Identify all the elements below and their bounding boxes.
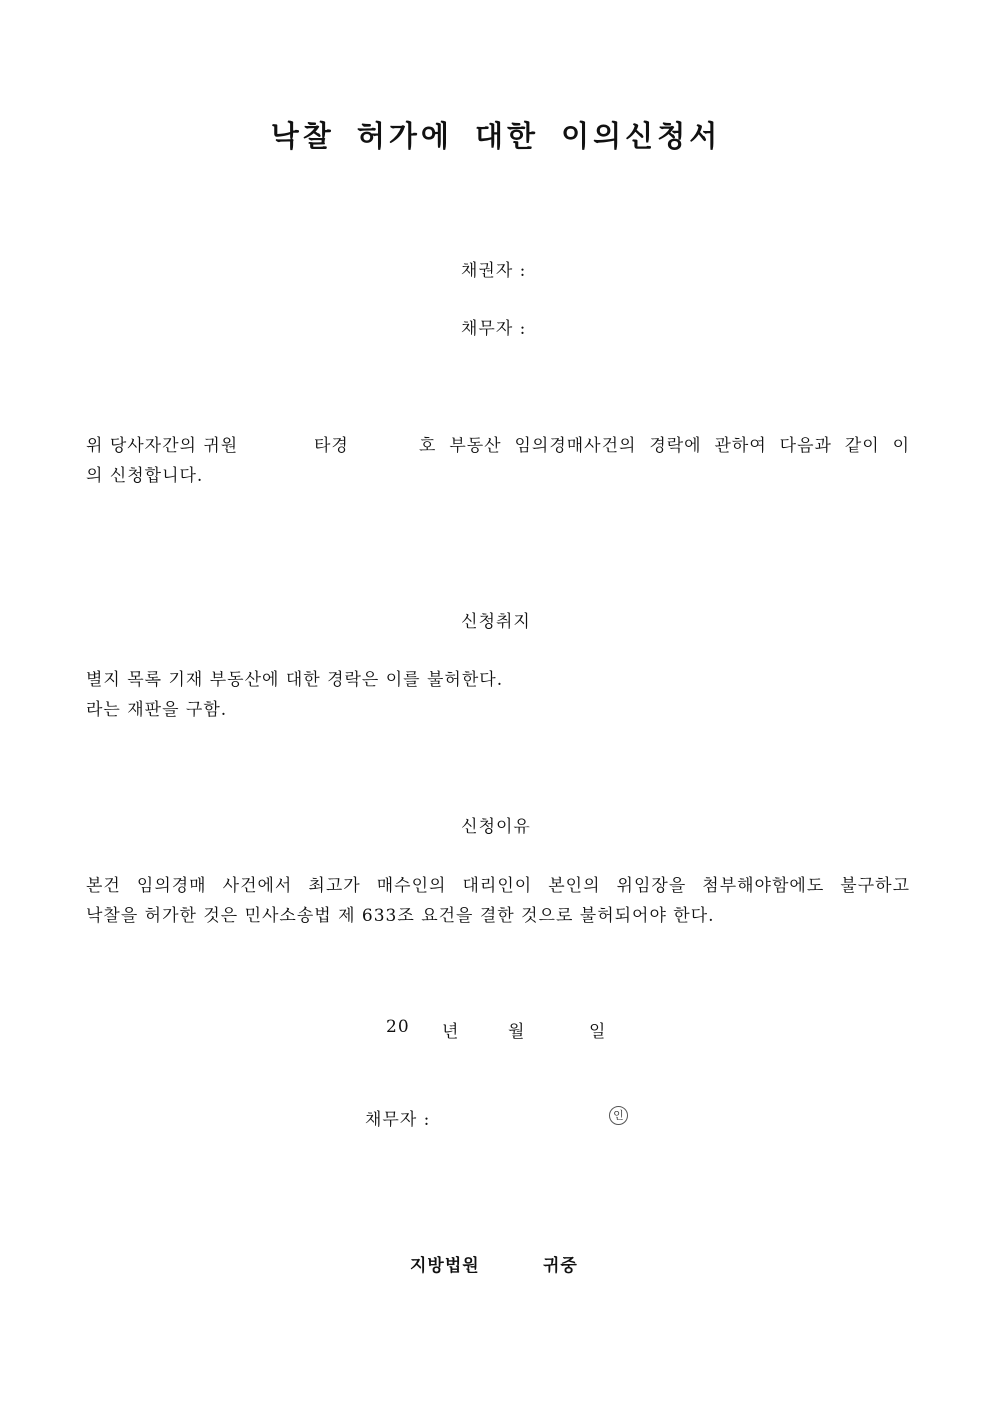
date-year-prefix: 20 xyxy=(386,1017,410,1037)
intro-part3: 호 부동산 임의경매사건의 경락에 관하여 다음과 같이 이 xyxy=(419,436,910,456)
purpose-heading: 신청취지 xyxy=(461,612,531,632)
purpose-line1: 별지 목록 기재 부동산에 대한 경락은 이를 불허한다. xyxy=(86,670,504,690)
signature-debtor-label: 채무자 : xyxy=(365,1110,431,1130)
reason-line1: 본건 임의경매 사건에서 최고가 매수인의 대리인이 본인의 위임장을 첨부해야함에도 불구하고 xyxy=(86,876,910,896)
date-year-label: 년 xyxy=(442,1022,460,1042)
creditor-label: 채권자 : xyxy=(461,261,527,281)
date-month-label: 월 xyxy=(508,1022,526,1042)
debtor-label: 채무자 : xyxy=(461,319,527,339)
seal-mark-icon xyxy=(609,1104,628,1125)
intro-part2: 타경 xyxy=(314,436,349,456)
intro-part1: 위 당사자간의 귀원 xyxy=(86,436,239,456)
seal-mark: 인 xyxy=(609,1106,628,1125)
intro-line2: 의 신청합니다. xyxy=(86,466,204,486)
reason-line2: 낙찰을 허가한 것은 민사소송법 제 633조 요건을 결한 것으로 불허되어야 한다. xyxy=(86,906,715,926)
reason-heading: 신청이유 xyxy=(461,817,531,837)
court-honorific: 귀중 xyxy=(543,1256,578,1276)
document-title: 낙찰 허가에 대한 이의신청서 xyxy=(270,119,722,153)
purpose-line2: 라는 재판을 구함. xyxy=(86,700,228,720)
date-day-label: 일 xyxy=(589,1022,607,1042)
court-name: 지방법원 xyxy=(410,1256,480,1276)
